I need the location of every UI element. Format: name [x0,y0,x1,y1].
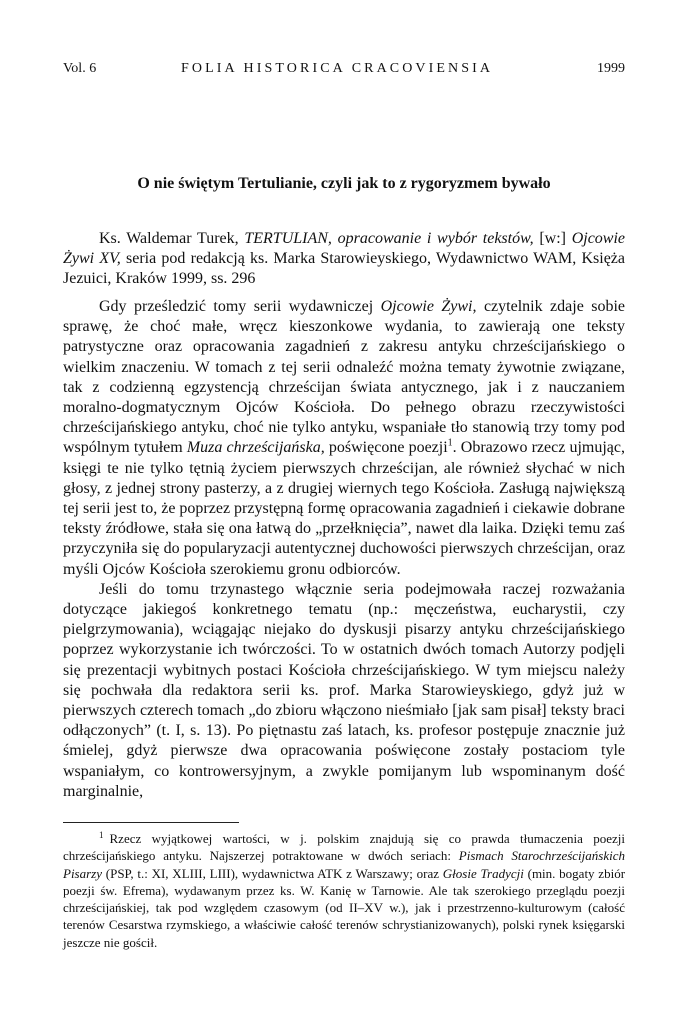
journal-page [63,0,625,1024]
volume-label: Vol. 6 [63,61,97,76]
footnote-text: (min. bogaty zbiór poezji św. Efrema), wydawanym przez ks. W. Kanię w Tarnowie. Ale tak szerokiego przeglądu poezji chrześcijańskiej, tak pod względem czasowym (od II–XV w.), jak i przestrzenno-kulturowym (całość terenów Cesarstwa rzymskiego, a właściwie całość terenów schrystianizowanych), polski rynek księgarski jeszcze nie gościł. [63,865,626,950]
journal-name: FOLIA HISTORICA CRACOVIENSIA [181,61,494,76]
footnote-reference[interactable]: 1 [447,438,453,450]
paragraph-1-text: czytelnik zdaje sobie sprawę, że choć małe, wręcz kieszonkowe wydania, to zawierają one teksty patrystyczne oraz opracowania zagadnień z zakresu antyku chrześcijańskiego o wielkim znaczeniu. W tomach z tej serii odnaleźć można tematy żywotnie związane, tak z codzienną egzystencją chrześcijan świata antycznego, jak i z nauczaniem moralno-dogmatycznym Ojców Kościoła. Do pełnego obrazu rzeczywistości chrześcijańskiego antyku, choć nie tylko antyku, wspaniałe tło stanowią trzy tomy pod wspólnym tytułem [63,298,626,457]
running-header [63,60,625,78]
article-body [63,297,625,802]
footnote-separator [63,822,239,823]
paragraph-1 [63,297,625,580]
muza-title: Muza chrześcijańska, [186,439,325,457]
paragraph-1-text: poświęcone poezji [328,439,448,457]
footnote-series-title: Głosie Tradycji [442,865,524,881]
footnote-number: 1 [99,829,104,840]
citation-rest: seria pod redakcją ks. Marka Starowieyskiego, Wydawnictwo WAM, Księża Jezuici, Kraków 1999, ss. 296 [63,250,626,287]
book-citation [63,229,625,289]
citation-book-title: TERTULIAN, opracowanie i wybór tekstów, [244,230,534,247]
citation-series-title: Ojcowie Żywi XV, [63,230,626,267]
paragraph-2: Jeśli do tomu trzynastego włącznie seria podejmowała raczej rozważania dotyczące jakiegoś konkretnego tematu (np.: męczeństwa, eucharystii, czy pielgrzymowania), wciągając niejako do dyskusji pisarzy antyku chrześcijańskiego poprzez wykorzystanie ich twórczości. To w ostatnich dwóch tomach Autorzy podjęli się prezentacji wybitnych postaci Kościoła chrześcijańskiego. W tym miejscu należy się pochwała dla redaktora serii ks. prof. Marka Starowieyskiego, gdyż już w pierwszych czterech tomach „do zbioru włączono nieśmiało [jak sam pisał] teksty braci odłączonych” (t. I, s. 13). Po piętnastu zaś latach, ks. profesor postępuje znacznie już śmielej, gdyż pierwsze dwa opracowania poświęcone zostały postaciom tyle wspaniałym, co kontrowersyjnym, a zwykle pomijanym lub wspominanym dość marginalnie, [63,580,625,800]
citation-author: Ks. Waldemar Turek, [99,230,239,247]
series-name: Ojcowie Żywi, [380,298,477,315]
article-title: O nie świętym Tertulianie, czyli jak to z rygoryzmem bywało [137,175,551,192]
paragraph-1-text: . Obrazowo rzecz ujmując, księgi te nie tylko tętnią życiem pierwszych chrześcijan, ale również słychać w nich głosy, z jednej strony pasterzy, a z drugiej wiernych tego Kościoła. Zasługą największą tej serii jest to, że poprzez przystępną formę opracowania zagadnień i ciekawie dobrane teksty źródłowe, stała się ona łatwą do „przełknięcia”, nawet dla laika. Dzięki temu zaś przyczyniła się do popularyzacji autentycznej duchowości pierwszych chrześcijan, oraz myśli Ojców Kościoła szerokiemu gronu odbiorców. [63,439,625,578]
footnote-text: (PSP, t.: XI, XLIII, LIII), wydawnictwa ATK z Warszawy; oraz [105,865,440,881]
paragraph-1-text: Gdy prześledzić tomy serii wydawniczej [99,298,374,315]
footnote-series-title: Pismach Starochrześcijańskich Pisarzy [63,848,625,881]
footnote-text: Rzecz wyjątkowej wartości, w j. polskim znajdują się co prawda tłumaczenia poezji chrześcijańskiego antyku. Najszerzej potraktowane w dwóch seriach: [63,831,625,864]
citation-in-label: [w:] [539,230,566,247]
footnote-1 [63,830,625,951]
year-label: 1999 [597,61,625,76]
